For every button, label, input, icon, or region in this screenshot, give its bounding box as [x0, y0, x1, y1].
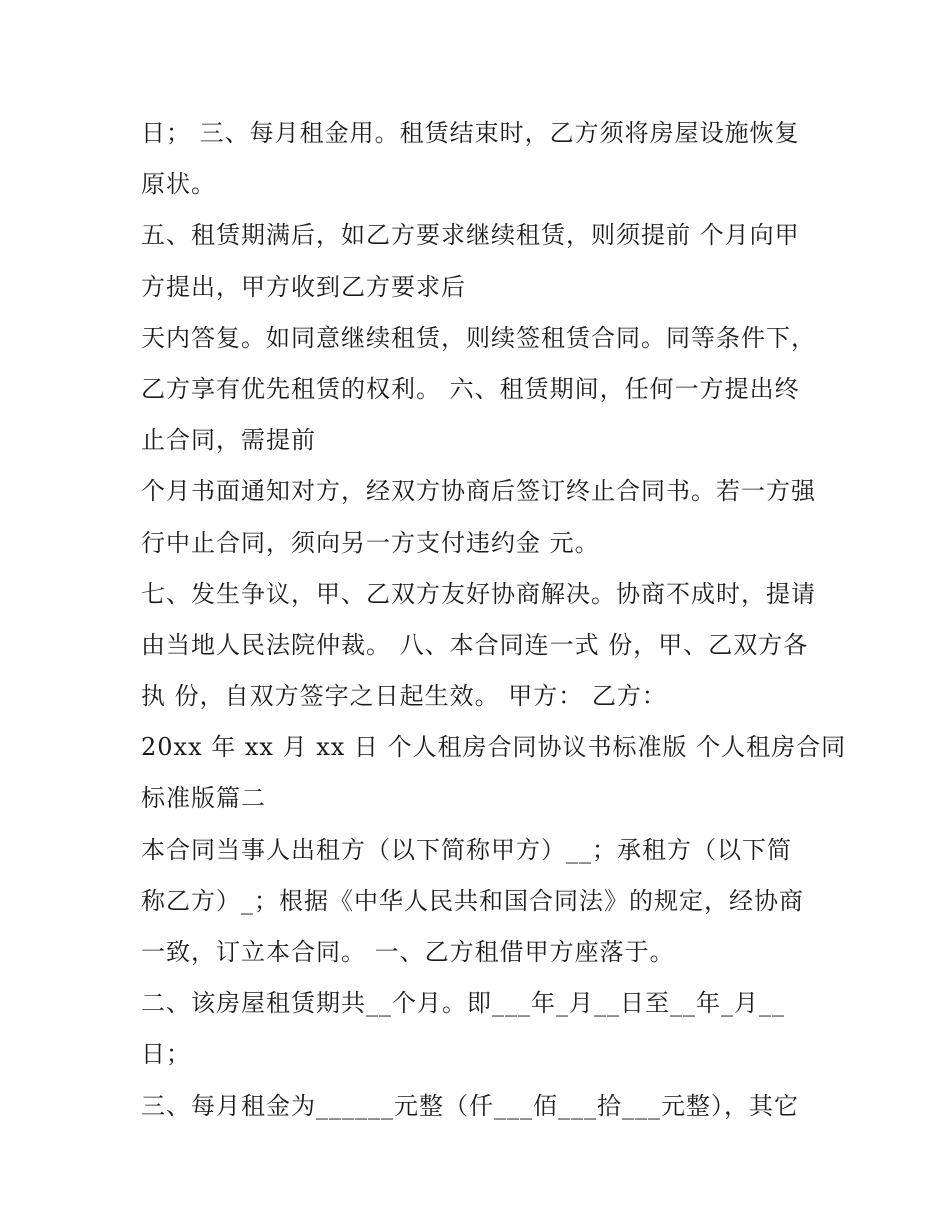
text-line: 二、该房屋租赁期共__个月。即___年_月__日至__年_月__ [141, 989, 785, 1018]
text-line: 七、发生争议，甲、乙双方友好协商解决。协商不成时，提请 [141, 579, 816, 608]
contract-text [141, 108, 847, 1132]
text-line: 止合同，需提前 [141, 426, 316, 455]
text-line: 原状。 [141, 170, 216, 199]
text-line: 一致，订立本合同。 一、乙方租借甲方座落于。 [141, 938, 675, 966]
text-line: 标准版篇二 [141, 784, 266, 813]
text-line: 日； [141, 1040, 191, 1069]
text-line: 天内答复。如同意继续租赁，则续签租赁合同。同等条件下， [141, 323, 816, 352]
text-line: 本合同当事人出租方（以下简称甲方）__；承租方（以下简 [141, 835, 792, 864]
text-line: 执 份，自双方签字之日起生效。 甲方： 乙方： [141, 682, 667, 711]
text-line: 五、租赁期满后，如乙方要求继续租赁，则须提前 个月向甲 [141, 221, 800, 250]
text-line: 方提出，甲方收到乙方要求后 [141, 272, 466, 301]
text-line: 20xx 年 xx 月 xx 日 个人租房合同协议书标准版 个人租房合同 [141, 733, 847, 762]
text-line: 个月书面通知对方，经双方协商后签订终止合同书。若一方强 [141, 477, 816, 506]
text-line: 行中止合同，须向另一方支付违约金 元。 [141, 528, 600, 557]
text-line: 乙方享有优先租赁的权利。 六、租赁期间，任何一方提出终 [141, 374, 800, 403]
text-line: 三、每月租金为______元整（仟___佰___拾___元整），其它 [141, 1091, 799, 1120]
text-line: 日； 三、每月租金用。租赁结束时，乙方须将房屋设施恢复 [141, 119, 800, 147]
text-line: 由当地人民法院仲裁。 八、本合同连一式 份，甲、乙双方各 [141, 630, 809, 659]
text-line: 称乙方）_；根据《中华人民共和国合同法》的规定，经协商 [141, 886, 804, 915]
